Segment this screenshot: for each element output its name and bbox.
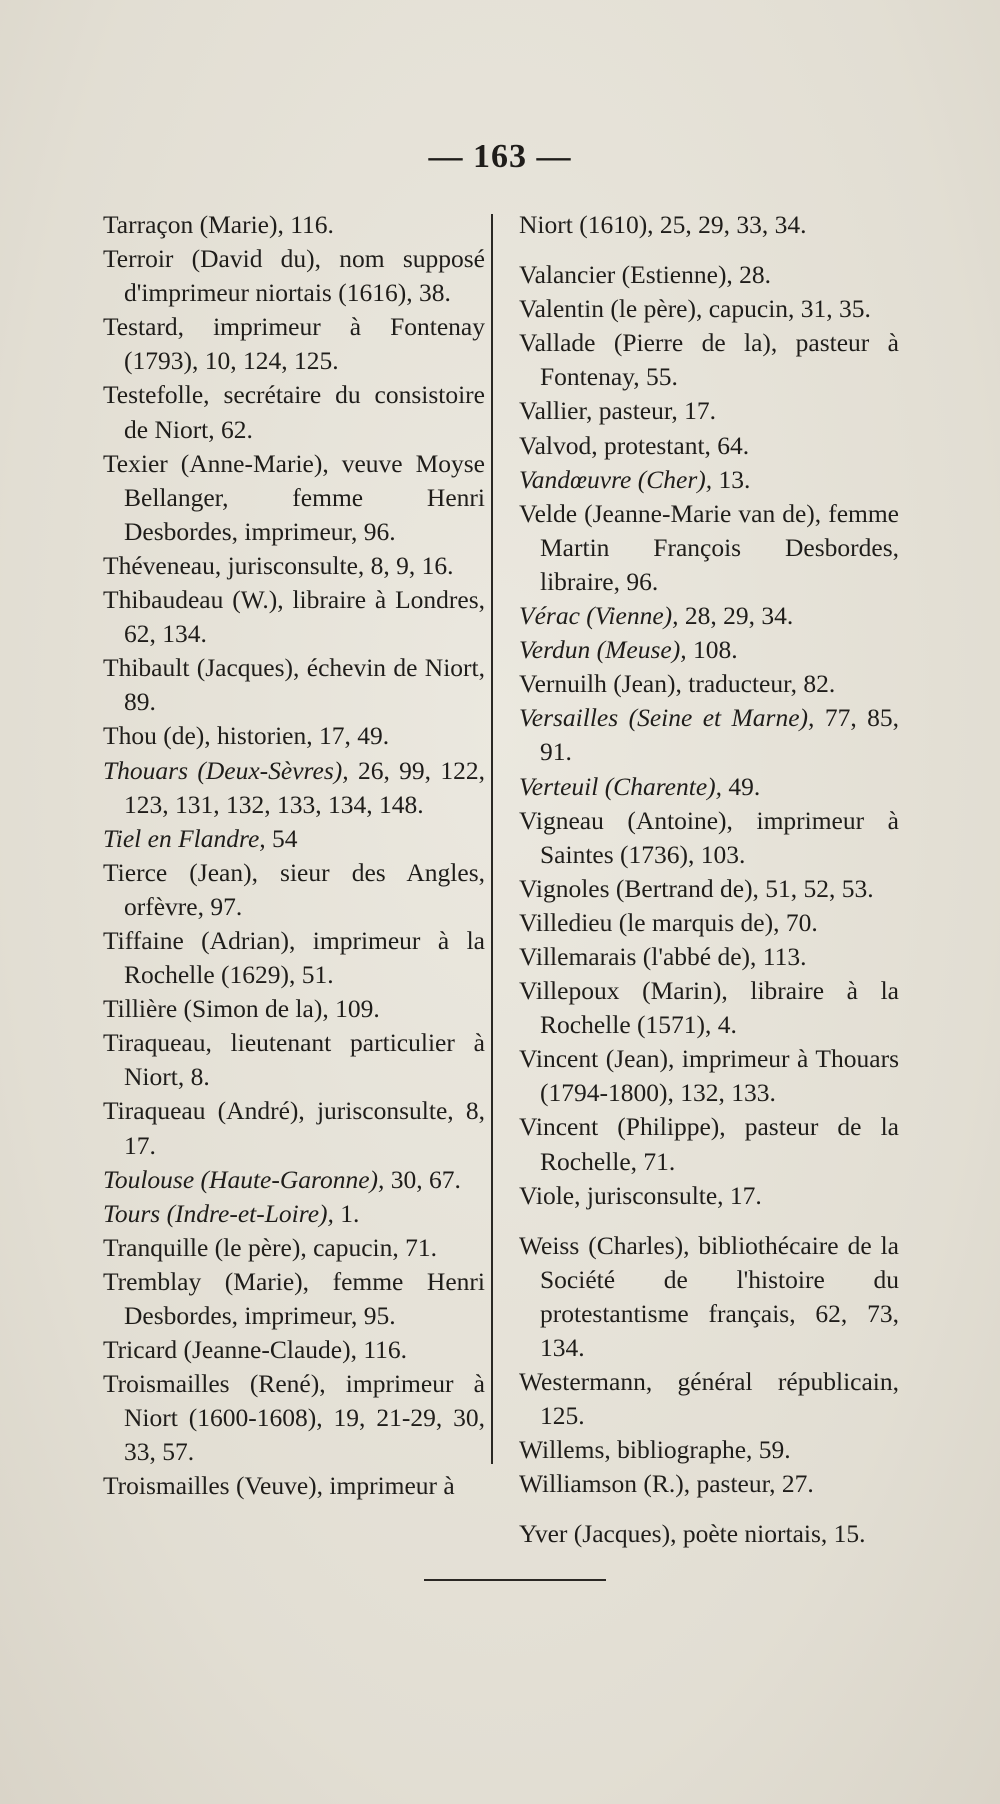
index-entry [519,770,899,804]
entry-text: Testard, imprimeur à Fontenay (1793), 10, 124, 125. [103,312,485,376]
index-entry [103,1026,485,1094]
entry-text: Vallade (Pierre de la), pasteur à Fontenay, 55. [519,328,899,392]
index-entry [519,1179,899,1213]
entry-text: Troismailles (Veuve), imprimeur à [103,1471,455,1501]
entry-text: Willems, bibliographe, 59. [519,1435,791,1465]
entry-text: Tiraqueau (André), jurisconsulte, 8, 17. [103,1096,485,1160]
index-entry [103,378,485,446]
index-entry [103,651,485,719]
index-entry [519,1365,899,1433]
index-entry [103,447,485,549]
entry-text: Tremblay (Marie), femme Henri Desbordes, imprimeur, 95. [103,1266,485,1330]
entry-text: 108. [686,635,738,665]
entry-text: Valvod, protestant, 64. [519,430,750,460]
index-entry [519,258,899,292]
entry-text: Weiss (Charles), bibliothécaire de la Société de l'histoire du protestantisme français, 62, 73, 134. [519,1230,899,1362]
entry-text: 30, 67. [384,1164,461,1194]
entry-text: Tarraçon (Marie), 116. [103,210,334,239]
index-entry [519,497,899,599]
entry-text: Villepoux (Marin), libraire à la Rochelle (1571), 4. [519,976,899,1040]
index-entry [103,1265,485,1333]
entry-text: Niort (1610), 25, 29, 33, 34. [519,210,807,239]
entry-text: Thou (de), historien, 17, 49. [103,721,390,751]
entry-text: Tricard (Jeanne-Claude), 116. [103,1335,408,1365]
entry-text: Vignoles (Bertrand de), 51, 52, 53. [519,873,874,903]
place-name: Vérac (Vienne), [519,601,679,631]
index-entry [103,992,485,1026]
column-divider [491,214,493,1464]
entry-text: Terroir (David du), nom supposé d'imprimeur niortais (1616), 38. [103,244,485,308]
entry-text: 49. [722,771,761,801]
index-entry [519,940,899,974]
entry-text: Tiffaine (Adrian), imprimeur à la Rochelle (1629), 51. [103,925,485,990]
entry-text: Vallier, pasteur, 17. [519,396,716,426]
entry-text: Vincent (Philippe), pasteur de la Rochelle, 71. [519,1112,899,1176]
index-entry [519,292,899,326]
place-name: Tiel en Flandre, [103,823,266,853]
index-entry [519,1517,899,1551]
index-entry [103,1367,485,1469]
entry-text: 77, 85, 91. [540,703,899,767]
place-name: Verteuil (Charente), [519,771,723,801]
index-entry [103,583,485,651]
index-entry [519,906,899,940]
index-entry [519,326,899,394]
index-entry [103,1469,485,1503]
place-name: Vandœuvre (Cher), [519,464,713,494]
index-entry [103,822,485,856]
entry-text: Williamson (R.), pasteur, 27. [519,1469,814,1499]
index-entry [519,667,899,701]
index-entry [103,1197,485,1231]
index-entry [103,719,485,753]
index-entry [103,208,485,242]
index-entry [103,1163,485,1197]
entry-text: Troismailles (René), imprimeur à Niort (1600-1608), 19, 21-29, 30, 33, 57. [103,1369,485,1467]
index-entry [103,242,485,310]
entry-text: Valancier (Estienne), 28. [519,260,772,290]
entry-text: Thibaudeau (W.), libraire à Londres, 62, 134. [103,585,485,649]
entry-text: Vernuilh (Jean), traducteur, 82. [519,669,836,699]
entry-text: Testefolle, secrétaire du consistoire de Niort, 62. [103,380,485,444]
entry-text: Vigneau (Antoine), imprimeur à Saintes (1736), 103. [519,805,899,869]
entry-text: Velde (Jeanne-Marie van de), femme Martin François Desbordes, libraire, 96. [519,498,899,596]
index-column-left [103,208,485,1504]
index-entry [519,599,899,633]
entry-text: Tierce (Jean), sieur des Angles, orfèvre, 97. [103,857,485,921]
index-entry [103,754,485,822]
entry-text: Texier (Anne-Marie), veuve Moyse Bellanger, femme Henri Desbordes, imprimeur, 96. [103,448,485,546]
index-entry [519,394,899,428]
place-name: Thouars (Deux-Sèvres), [103,755,349,785]
end-rule [424,1579,606,1581]
index-entry [519,463,899,497]
place-name: Tours (Indre-et-Loire), [103,1198,334,1228]
index-column-right [519,208,899,1552]
entry-text: Théveneau, jurisconsulte, 8, 9, 16. [103,550,454,580]
place-name: Verdun (Meuse), [519,635,687,665]
index-entry [519,1467,899,1501]
index-entry [519,429,899,463]
index-entry [103,549,485,583]
entry-text: Valentin (le père), capucin, 31, 35. [519,294,871,324]
index-entry [519,1433,899,1467]
index-entry [519,701,899,769]
index-entry [519,872,899,906]
entry-text: Tranquille (le père), capucin, 71. [103,1232,437,1262]
place-name: Versailles (Seine et Marne), [519,703,815,733]
entry-text: Yver (Jacques), poète niortais, 15. [519,1519,866,1549]
entry-text: Thibault (Jacques), échevin de Niort, 89. [103,653,485,717]
entry-text: Villedieu (le marquis de), 70. [519,907,818,937]
index-entry [519,974,899,1042]
entry-text: 1. [333,1198,360,1228]
index-entry [103,1094,485,1162]
index-entry [519,804,899,872]
index-entry [519,1110,899,1178]
index-entry [103,310,485,378]
entry-text: 54 [265,823,298,853]
entry-text: Tillière (Simon de la), 109. [103,994,380,1024]
entry-text: 13. [712,464,751,494]
index-entry [519,1229,899,1365]
page-number: — 163 — [428,138,572,175]
index-entry [103,924,485,992]
index-entry [519,633,899,667]
index-entry [103,856,485,924]
entry-text: Vincent (Jean), imprimeur à Thouars (1794-1800), 132, 133. [519,1044,899,1108]
index-entry [103,1231,485,1265]
index-entry [519,208,899,242]
index-entry [103,1333,485,1367]
entry-text: 28, 29, 34. [678,601,794,631]
entry-text: Viole, jurisconsulte, 17. [519,1180,762,1210]
place-name: Toulouse (Haute-Garonne), [103,1164,385,1194]
entry-text: Villemarais (l'abbé de), 113. [519,941,807,971]
entry-text: Westermann, général républicain, 125. [519,1367,899,1431]
index-entry [519,1042,899,1110]
entry-text: 26, 99, 122, 123, 131, 132, 133, 134, 148. [124,755,485,819]
entry-text: Tiraqueau, lieutenant particulier à Niort, 8. [103,1028,485,1092]
